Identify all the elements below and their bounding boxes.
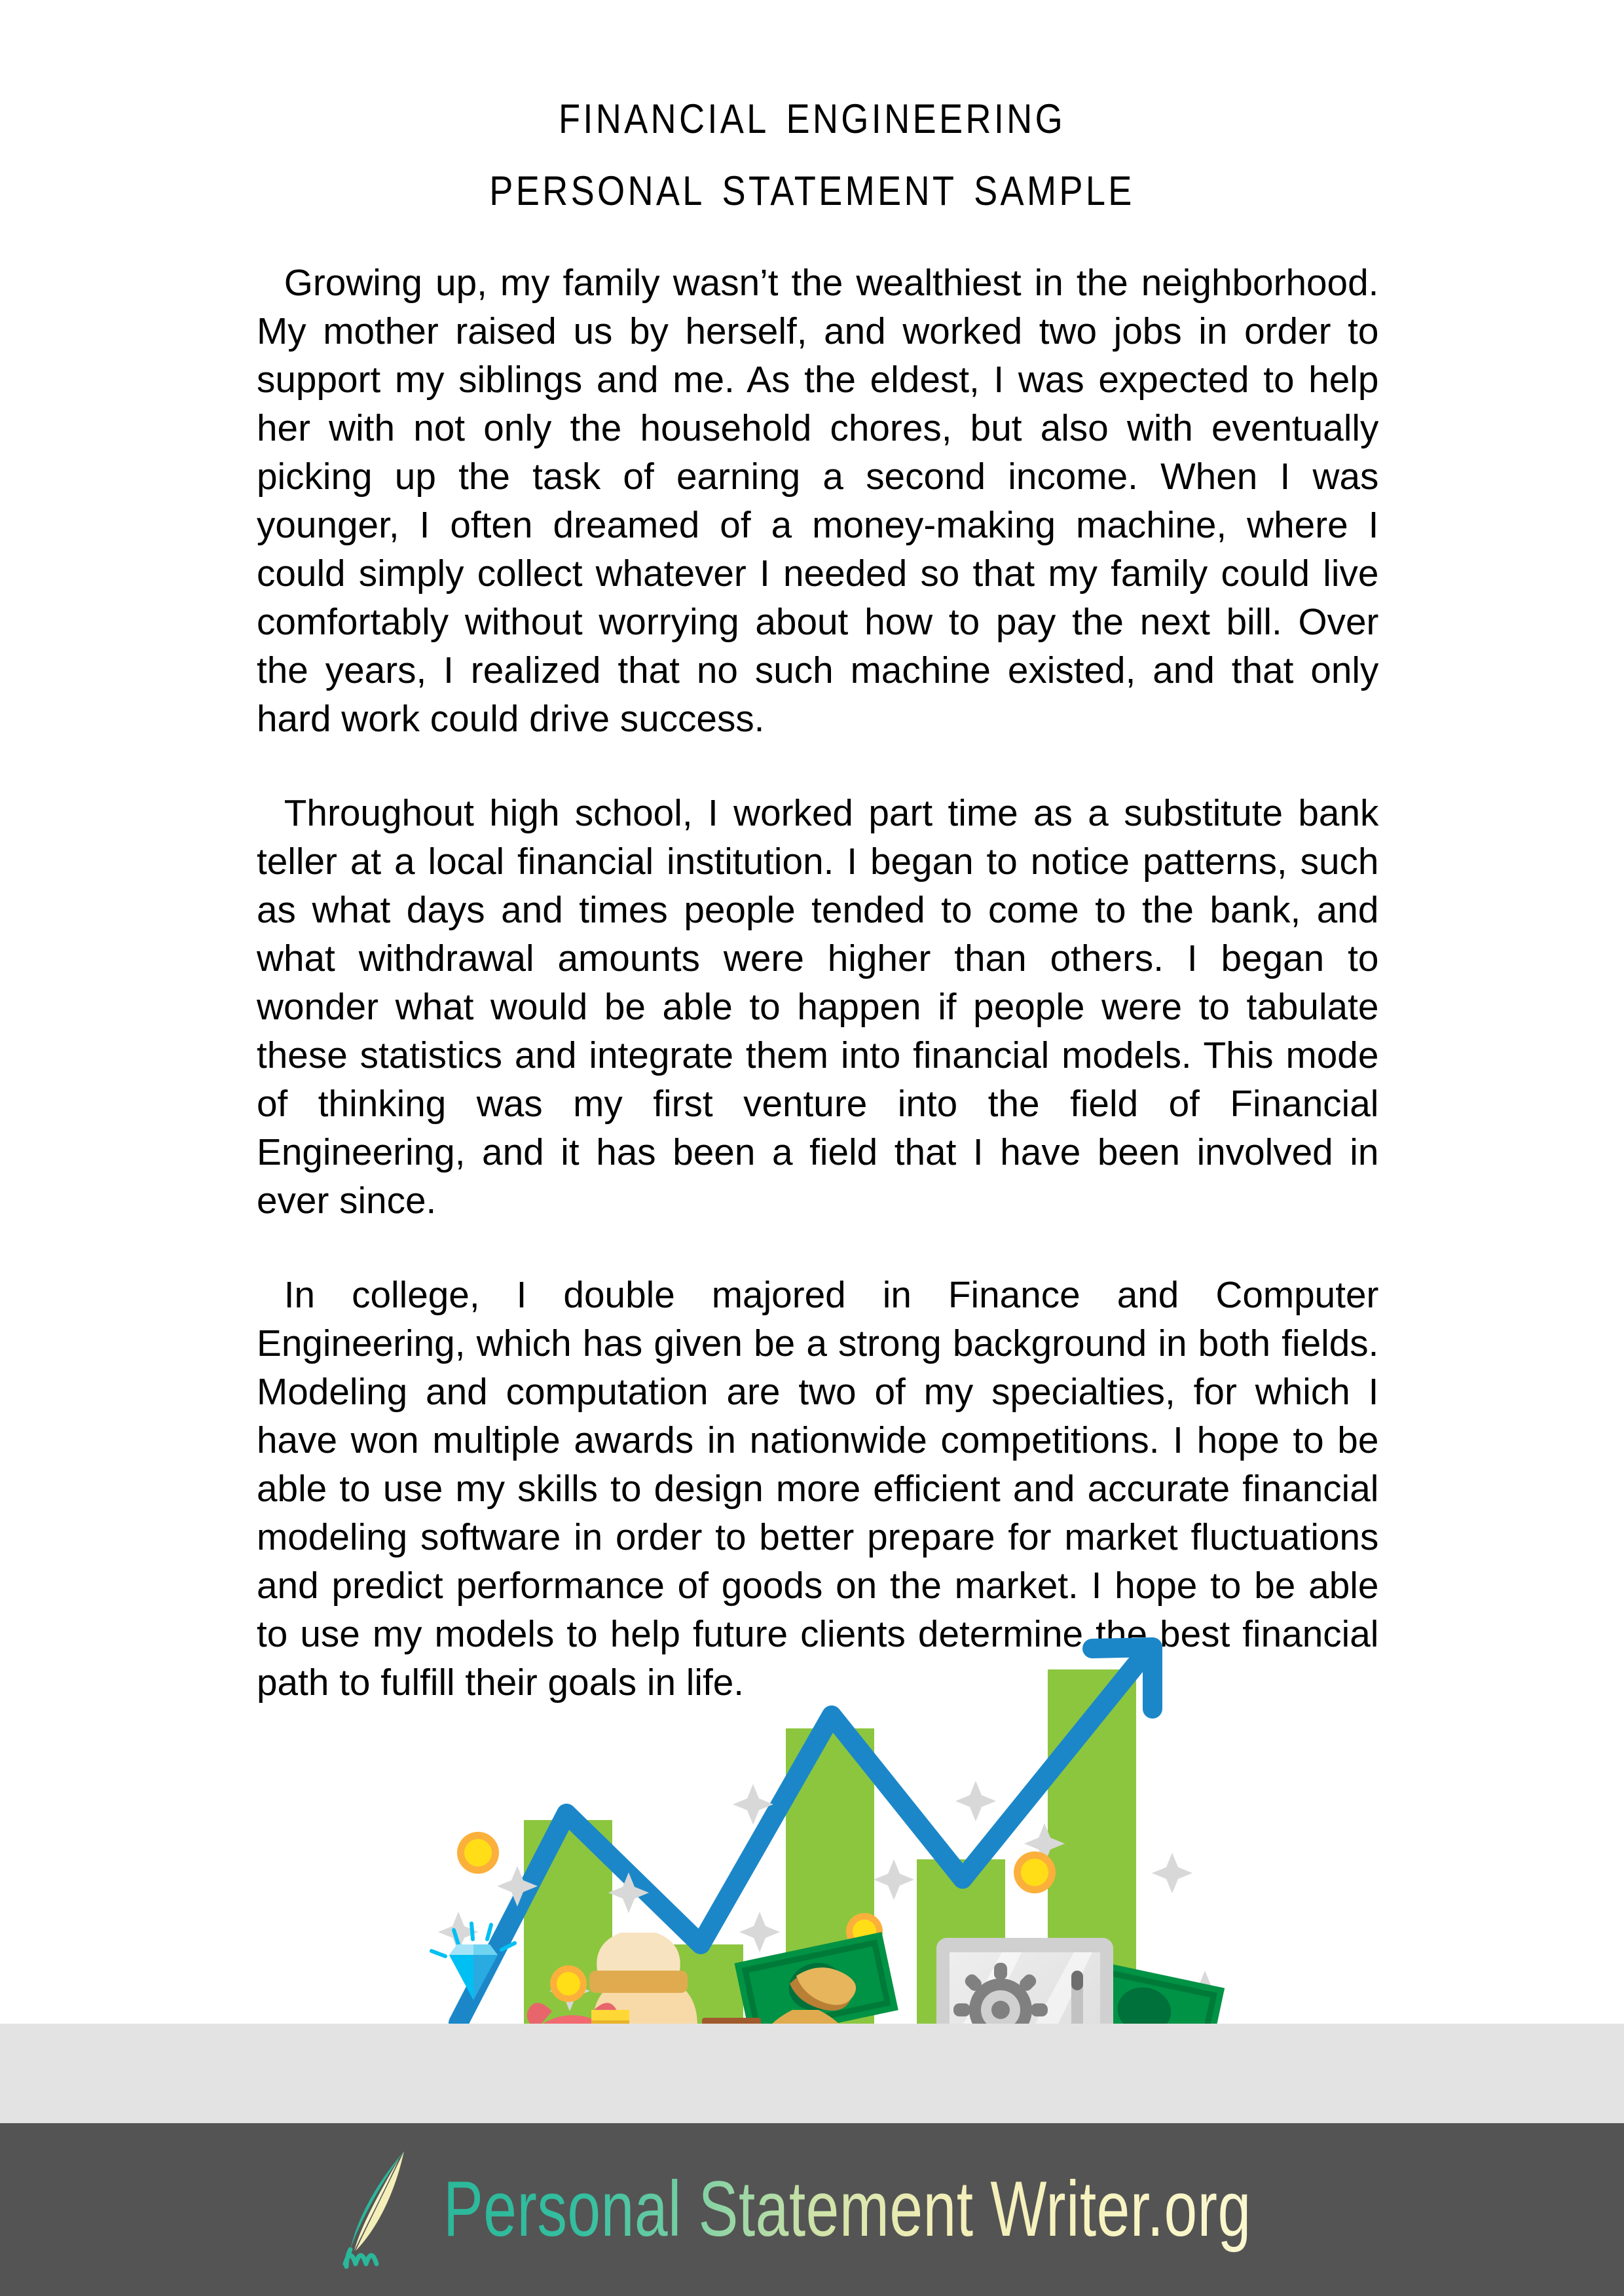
paragraph-1: Growing up, my family wasn’t the wealthiest in the neighborhood. My mother raised us by herself, and worked two jobs in order to support my siblings and me. As the eldest, I was expected to help her with not only the household chores, but also with eventually picking up the task of earning a second income. When I was younger, I often dreamed of a money-making machine, where I could simply collect whatever I needed so that my family could live comfortably without worrying about how to pay the next bill. Over the years, I realized that no such machine existed, and that only hard work could drive success. <box>257 262 1379 740</box>
title-line-1: financial engineering <box>558 81 1066 146</box>
site-logo[interactable] <box>0 2123 1624 2296</box>
coin-icon-4 <box>550 1965 587 2002</box>
coin-icon-1 <box>457 1832 499 1874</box>
gray-band <box>0 2024 1624 2123</box>
brand-tld: .org <box>1147 2165 1251 2253</box>
paragraph-2: Throughout high school, I worked part time as a substitute bank teller at a local financial institution. I began to notice patterns, such as what days and times people tended to come to the bank, and what withdrawal amounts were higher than others. I began to wonder what would be able to happen if people were to tabulate these statistics and integrate them into financial models. This mode of thinking was my first venture into the field of Financial Engineering, and it has been a field that I have been involved in ever since. <box>257 792 1379 1222</box>
page-title <box>0 77 1624 221</box>
paragraph-3: In college, I double majored in Finance and Computer Engineering, which has given be a strong background in both fields. Modeling and computation are two of my specialties, for which I have won multiple awards in nationwide competitions. I hope to be able to use my skills to design more efficient and accurate financial modeling software in order to better prepare for market fluctuations and predict performance of goods on the market. I hope to be able to use my models to help future clients determine the best financial path to fulfill their goals in life. <box>257 1274 1379 1704</box>
feather-quill-icon <box>331 2147 429 2272</box>
coin-icon-2 <box>1014 1851 1056 1893</box>
brand-name <box>443 2164 1251 2255</box>
title-line-2: personal statement sample <box>489 153 1135 218</box>
brand-name-text: Personal Statement Writer <box>443 2165 1147 2253</box>
essay-body <box>257 259 1384 1707</box>
